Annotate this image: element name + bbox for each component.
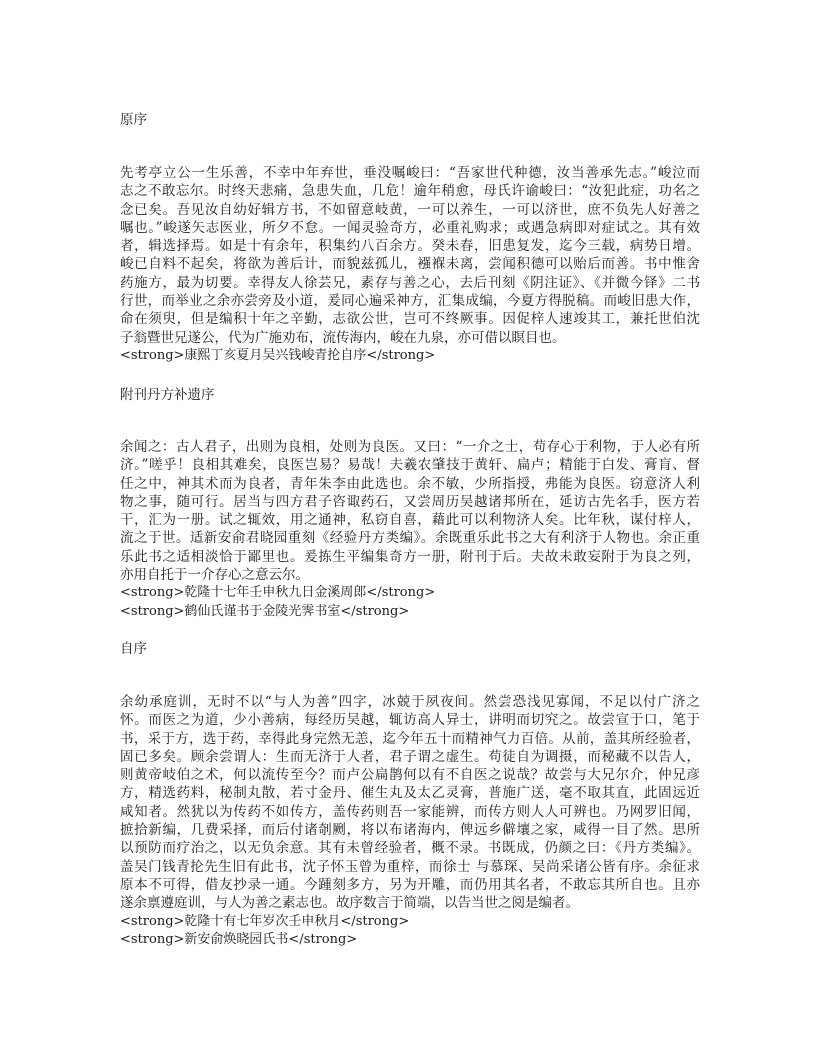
signature-line: <strong>鹤仙氏谨书于金陵光霁书室</strong> xyxy=(120,603,410,619)
section-body-supplement-preface xyxy=(120,438,700,621)
text-line: 任之中，神其术而为良者，青年朱李由此选也。余不敏，少所指授，弗能为良医。窃意济人利 xyxy=(120,475,700,492)
text-line: 者，辑选择焉。如是十有余年，积集约八百余方。癸未春，旧患复发，迄今三载，病势日增。 xyxy=(120,238,700,255)
text-line: 行世，而举业之余亦尝旁及小道，爰同心遍采神方，汇集成编，今夏方得脱稿。而峻旧患大作， xyxy=(120,293,700,310)
text-line: 先考亭立公一生乐善，不幸中年弃世，垂没嘱峻曰：“吾家世代种德，汝当善承先志。”峻泣而 xyxy=(120,165,700,181)
text-line: 干，汇为一册。试之辄效，用之通神，私窃自喜，藉此可以利物济人矣。比年秋，谋付梓人， xyxy=(120,512,700,529)
text-line: 遂余禀遵庭训，与人为善之素志也。故序数言于简端，以告当世之阅是编者。 xyxy=(120,895,579,912)
text-line: 盖吴门钱青抡先生旧有此书，沈子怀玉曾为重梓，而徐士 与慕琛、吴尚采诸公皆有序。余征求 xyxy=(120,858,700,875)
text-line: 摭拾新编，几费采择，而后付诸剞劂，将以布诸海内，俾远乡僻壤之家，咸得一目了然。思所 xyxy=(120,822,700,839)
text-line: 怀。而医之为道，少小善病，每经历吴越，辄访高人异士，讲明而切究之。故尝宣于口，笔于 xyxy=(120,712,700,729)
text-line: 固已多矣。顾余尝谓人：生而无济于人者，君子谓之虚生。苟徒自为调摄，而秘藏不以告人， xyxy=(120,748,700,765)
text-line: 药施方，最为切要。幸得友人徐芸兄，素存与善之心，去后刊刻《阴注证》、《并微今铎》二书 xyxy=(120,274,700,291)
text-line: 咸知者。然犹以为传药不如传方，盖传药则吾一家能辨，而传方则人人可辨也。乃网罗旧闻， xyxy=(120,803,700,820)
text-line: 命在须臾，但是编积十年之辛勤，志欲公世，岂可不终厥事。因促梓人速竣其工，兼托世伯沈 xyxy=(120,311,700,328)
signature-line: <strong>乾隆十有七年岁次壬申秋月</strong> xyxy=(120,913,410,929)
text-line: 亦用自托于一介存心之意云尔。 xyxy=(120,567,309,584)
signature-line: <strong>乾隆十七年壬申秋九日金溪周郎</strong> xyxy=(120,585,436,601)
section-body-original-preface xyxy=(120,164,700,365)
text-line: 书，采于方，选于药，幸得此身完然无恙，迄今年五十而精神气力百倍。从前，盖其所经验者， xyxy=(120,730,700,747)
text-line: 济。”嗟乎！良相其难矣，良医岂易？易哉！夫羲农肇技于黄轩、扁卢；精能于白发、膏肓、督 xyxy=(120,457,700,474)
signature-line: <strong>康熙丁亥夏月吴兴钱峻青抡自序</strong> xyxy=(120,347,436,363)
text-line: 物之事，随可行。居当与四方君子咨诹药石，又尝周历吴越诸邦所在，延访古先名手，医方若 xyxy=(120,493,700,510)
section-heading-original-preface: 原序 xyxy=(120,112,147,128)
text-line: 余幼承庭训，无时不以“与人为善”四字，冰兢于夙夜间。然尝恐浅见寡闻，不足以付广济之 xyxy=(120,694,700,710)
text-line: 志之不敢忘尔。时终天悲痛，急患失血，几危！逾年稍愈，母氏许谕峻曰：“汝犯此症，功名之 xyxy=(120,183,700,200)
text-line: 方，精选药料，秘制丸散，若寸金丹、催生丸及太乙灵膏，普施广送，毫不取其直，此固远近 xyxy=(120,785,700,802)
section-heading-supplement-preface: 附刊丹方补遗序 xyxy=(120,387,215,403)
section-heading-author-preface: 自序 xyxy=(120,641,147,657)
text-line: 乐此书之适相淡恰于鄙里也。爰拣生平编集奇方一册，附刊于后。夫故未敢妄附于为良之列， xyxy=(120,548,700,565)
text-line: 嘱也。”峻遂矢志医业，所夕不怠。一闻灵验奇方，必重礼购求；或遇急病即对症试之。其有效 xyxy=(120,219,700,236)
text-line: 子翁暨世兄遂公，代为广施劝布，流传海内，峻在九泉，亦可借以瞑目也。 xyxy=(120,329,566,346)
text-line: 原本不可得，借友抄录一通。今踵刻多方，另为开雕，而仍用其名者，不敢忘其所自也。且亦 xyxy=(120,876,700,893)
signature-line: <strong>新安俞焕晓园氏书</strong> xyxy=(120,931,358,947)
text-line: 余闻之：古人君子，出则为良相，处则为良医。又曰：“一介之士，苟存心于利物，于人必有所 xyxy=(120,439,700,455)
text-line: 则黄帝岐伯之术，何以流传至今？而卢公扁鹊何以有不自医之说哉？故尝与大兄尔介，仲兄彦 xyxy=(120,767,700,784)
text-line: 流之于世。适新安俞君晓园重刻《经验丹方类编》。余既重乐此书之大有利济于人物也。余正重 xyxy=(120,530,700,547)
section-body-author-preface xyxy=(120,693,700,949)
text-line: 以预防而疗治之，以无负余意。其有未曾经验者，概不录。书既成，仍颜之曰：《丹方类编》。 xyxy=(120,840,700,857)
text-line: 峻已自料不起矣，将欲为善后计，而貌兹孤儿，襁褓未离，尝闻积德可以贻后而善。书中惟舍 xyxy=(120,256,700,273)
text-line: 念已矣。吾见汝自幼好辑方书，不如留意岐黄，一可以养生，一可以济世，庶不负先人好善之 xyxy=(120,201,700,218)
